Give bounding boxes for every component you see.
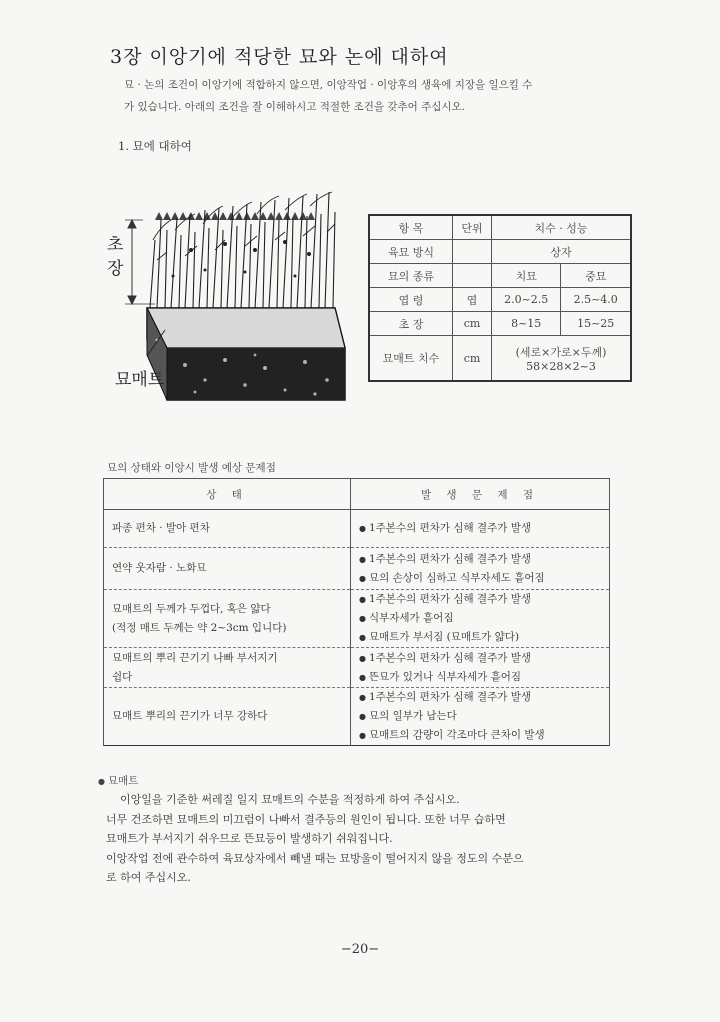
mat-dimension-label: (세로×가로×두께): [515, 345, 607, 359]
intro-line: 가 있습니다. 아래의 조건을 잘 이해하시고 적절한 조건을 갖추어 주십시오.: [124, 101, 466, 113]
table-cell: 엽 령: [369, 288, 453, 312]
note-line: 묘매트가 부서지기 쉬우므로 뜬묘등이 발생하기 쉬워집니다.: [106, 832, 393, 845]
table-cell: 15~25: [561, 312, 631, 336]
height-label: 초: [107, 235, 124, 255]
state-line: 쉽다: [112, 670, 133, 683]
note-line: 로 하여 주십시오.: [106, 871, 191, 884]
table-cell: 묘의 종류: [369, 264, 453, 288]
table-cell: 초 장: [369, 312, 453, 336]
issue-item: ● 1주본수의 편차가 심해 결주가 발생: [359, 550, 601, 569]
issue-item: ● 1주본수의 편차가 심해 결주가 발생: [359, 688, 601, 707]
table-cell: [453, 264, 492, 288]
header-cell: 발 생 문 제 점: [351, 479, 610, 510]
issue-item: ● 1주본수의 편차가 심해 결주가 발생: [359, 590, 601, 609]
table-cell: cm: [453, 312, 492, 336]
table-header-row: [369, 215, 631, 240]
grass-tips: [155, 212, 315, 278]
table-row: [369, 288, 631, 312]
state-line: 연약 웃자람 · 노화묘: [112, 562, 207, 574]
height-bracket: [125, 220, 155, 304]
state-cell: [104, 590, 351, 648]
issue-cell: [351, 590, 610, 648]
table-row: [104, 590, 610, 648]
issue-item: ● 뜬묘가 있거나 식부자세가 흩어짐: [359, 668, 601, 687]
issue-cell: [351, 688, 610, 746]
table-cell: 치묘: [492, 264, 561, 288]
seedling-mat-illustration: [95, 180, 355, 420]
table-row: [104, 548, 610, 590]
soil-mat: [147, 308, 345, 400]
table-cell: 상자: [492, 240, 632, 264]
height-label: 장: [107, 259, 124, 279]
table-cell: [453, 240, 492, 264]
table-cell: cm: [453, 336, 492, 382]
table-cell: 2.5~4.0: [561, 288, 631, 312]
table-cell: 육묘 방식: [369, 240, 453, 264]
table-cell: 엽: [453, 288, 492, 312]
state-line: (적정 매트 두께는 약 2~3cm 입니다): [112, 621, 287, 634]
page-number: −20−: [340, 942, 380, 957]
table-cell: 중묘: [561, 264, 631, 288]
state-line: 파종 편차 · 발아 편차: [112, 522, 210, 534]
state-cell: [104, 510, 351, 548]
header-cell: 치수 · 성능: [492, 215, 632, 240]
mat-label: 묘매트: [115, 370, 165, 390]
table-row: [104, 510, 610, 548]
note-line: 이앙일을 기준한 써레질 일지 묘매트의 수분을 적정하게 하여 주십시오.: [120, 793, 460, 806]
table-cell: 8~15: [492, 312, 561, 336]
issue-item: ● 묘매트가 부서짐 (묘매트가 얇다): [359, 628, 601, 647]
table-row: [104, 648, 610, 688]
table-row: [369, 336, 631, 382]
header-cell: 항 목: [369, 215, 453, 240]
state-line: 묘매트의 두께가 두껍다, 혹은 얇다: [112, 602, 271, 615]
table-cell: 묘매트 치수: [369, 336, 453, 382]
mat-dimension-value: 58×28×2~3: [526, 359, 596, 373]
issue-item: ● 묘의 손상이 심하고 식부자세도 흩어짐: [359, 569, 601, 588]
problem-table: [103, 478, 610, 746]
table-row: [369, 264, 631, 288]
table-cell: 2.0~2.5: [492, 288, 561, 312]
issue-cell: [351, 548, 610, 590]
note-line: 이앙작업 전에 관수하여 육묘상자에서 빼낼 때는 묘방울이 떨어지지 않을 정도의 수분으: [106, 851, 524, 865]
problem-table-title: 묘의 상태와 이앙시 발생 예상 문제점: [107, 462, 276, 474]
table-row: [369, 240, 631, 264]
issue-item: ● 식부자세가 흩어짐: [359, 609, 601, 628]
table-row: [104, 688, 610, 746]
state-cell: [104, 688, 351, 746]
issue-cell: [351, 648, 610, 688]
issue-item: ● 1주본수의 편차가 심해 결주가 발생: [359, 649, 601, 668]
seedling-spec-table: [368, 214, 632, 382]
issue-cell: [351, 510, 610, 548]
issue-item: ● 묘매트의 감량이 각조마다 큰차이 발생: [359, 726, 601, 745]
section-heading: 1. 묘에 대하여: [118, 139, 192, 153]
note-line: 너무 건조하면 묘매트의 미끄럼이 나빠서 결주등의 원인이 됩니다. 또한 너무 습하면: [106, 812, 506, 826]
table-row: [369, 312, 631, 336]
state-line: 묘매트 뿌리의 끈기가 너무 강하다: [112, 710, 268, 722]
grass-blades: [150, 192, 335, 308]
intro-paragraph: [112, 74, 652, 118]
state-line: 묘매트의 뿌리 끈기기 나빠 부서지기: [112, 651, 278, 664]
issue-item: ● 1주본수의 편차가 심해 결주가 발생: [359, 519, 601, 538]
note-heading: ● 묘매트: [98, 773, 138, 788]
table-cell: [492, 336, 632, 382]
issue-item: ● 묘의 일부가 남는다: [359, 707, 601, 726]
header-cell: 상 태: [104, 479, 351, 510]
state-cell: [104, 648, 351, 688]
page-title: 3장 이앙기에 적당한 묘와 논에 대하여: [110, 46, 449, 68]
header-cell: 단위: [453, 215, 492, 240]
table-header-row: [104, 479, 610, 510]
note-paragraph: [106, 790, 666, 888]
intro-line: 묘 · 논의 조건이 이앙기에 적합하지 않으면, 이앙작업 · 이앙후의 생육에 지장을 일으킬 수: [124, 79, 533, 91]
state-cell: [104, 548, 351, 590]
